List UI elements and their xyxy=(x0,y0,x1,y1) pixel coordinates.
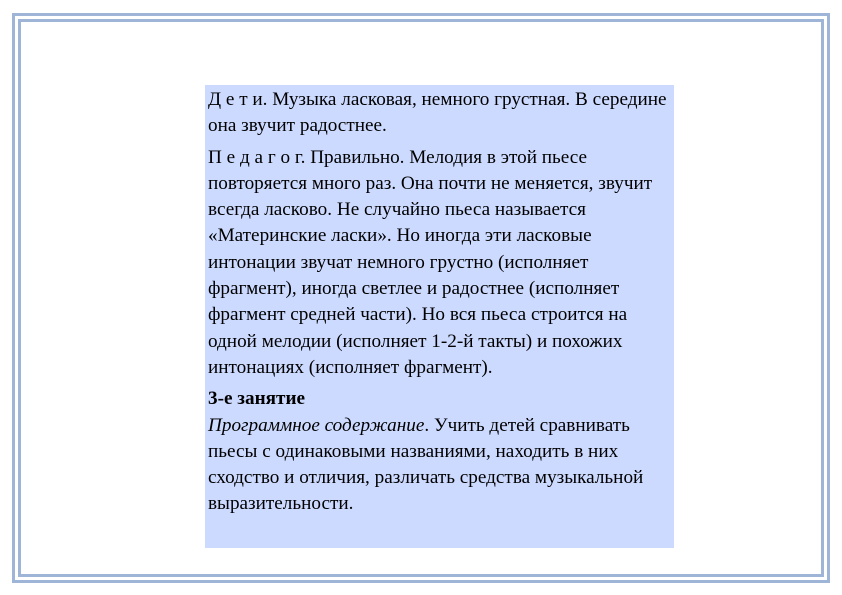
lesson-content-label: Программное содержание xyxy=(208,414,425,436)
teacher-reply-paragraph xyxy=(208,145,671,382)
teacher-reply-text: Правильно. Мелодия в этой пьесе повторяется много раз. Она почти не меняется, звучит всегда ласково. Не случайно пьеса называется «Материнские ласки». Но иногда эти ласковые интонации звучат немного грустно (исполняет фрагмент), иногда светлее и радостнее (исполняет фрагмент средней части). Но вся пьеса строится на одной мелодии (исполняет 1-2-й такты) и похожих интонациях (исполняет фрагмент). xyxy=(208,146,653,378)
lesson-content-text: . Учить детей сравнивать пьесы с одинаковыми названиями, находить в них сходство и отличия, различать средства музыкальной выразительности. xyxy=(208,414,644,515)
speaker-teacher: П е д а г о г. xyxy=(208,146,306,168)
children-reply-text: Музыка ласковая, немного грустная. В середине она звучит радостнее. xyxy=(208,89,667,137)
text-box xyxy=(205,85,674,548)
speaker-children: Д е т и. xyxy=(208,89,268,110)
lesson-heading: 3-е занятие xyxy=(208,388,306,410)
lesson-paragraph xyxy=(208,386,671,517)
children-reply-paragraph xyxy=(208,87,671,140)
